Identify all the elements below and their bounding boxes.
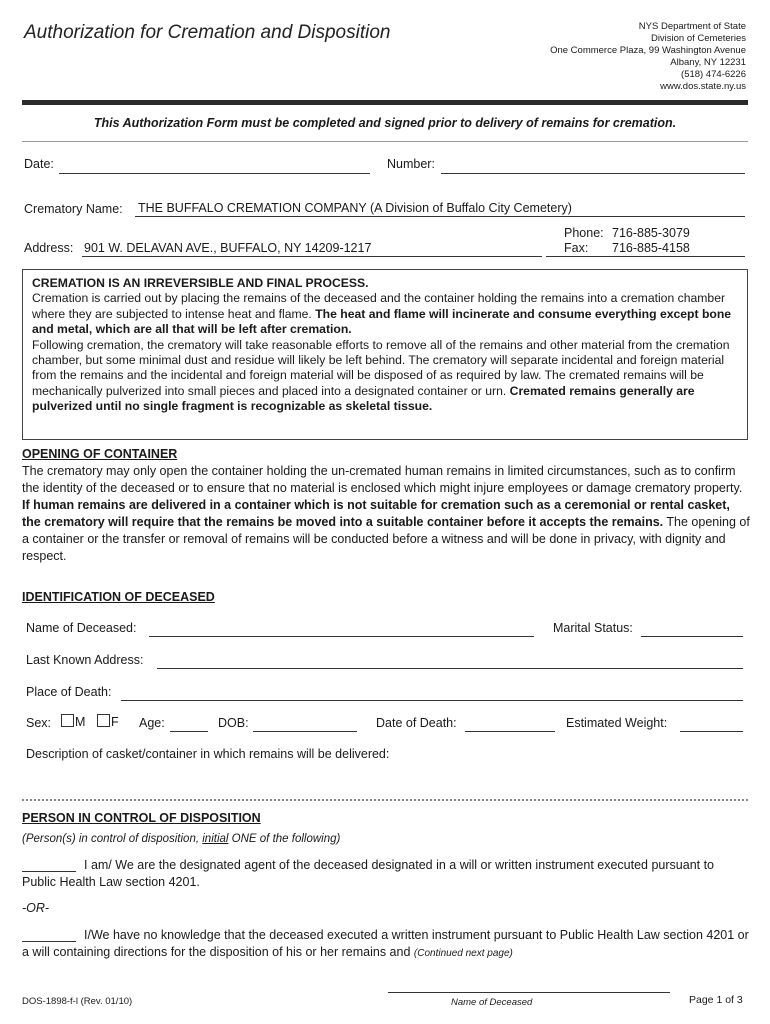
para-2-bold: Cremated remains generally are pulverized until no single fragment is recognizable as skeletal tissue. — [32, 383, 695, 414]
last-address-field[interactable] — [157, 668, 743, 669]
crematory-name-label: Crematory Name: — [24, 202, 123, 216]
agency-line: NYS Department of State — [638, 21, 746, 32]
sex-male-option[interactable] — [61, 714, 85, 729]
fax-label: Fax: — [564, 241, 589, 255]
place-of-death-field[interactable] — [121, 700, 743, 701]
estimated-weight-field[interactable] — [680, 731, 743, 732]
number-field[interactable] — [441, 173, 745, 174]
agency-line: Albany, NY 12231 — [670, 57, 746, 68]
date-field[interactable] — [59, 173, 370, 174]
crematory-name-value: THE BUFFALO CREMATION COMPANY (A Division of Buffalo City Cemetery) — [138, 201, 572, 215]
footer-name-caption: Name of Deceased — [451, 997, 533, 1008]
para-2-text: Following cremation, the crematory will take reasonable efforts to remove all of the remains and other material from the cremation chamber, but some minimal dust and residue will likely be left behind. The crematory will separate incidental and foreign material from the remains and the incidental and foreign material will be disposed of as required by law. The cremated remains will be mechanically pulverized into small pieces and placed into a designated container or urn. — [32, 337, 730, 398]
deceased-name-field[interactable] — [149, 636, 534, 637]
option-1-text: I am/ We are the designated agent of the deceased designated in a will or written instrument executed pursuant to Public Health Law section 4201. — [22, 858, 715, 889]
agency-line: Division of Cemeteries — [650, 33, 746, 44]
phone-fax-field — [546, 256, 745, 257]
section-divider — [22, 799, 748, 801]
address-field[interactable] — [82, 256, 542, 257]
sex-label: Sex: — [26, 716, 52, 730]
completion-notice: This Authorization Form must be completed and signed prior to delivery of remains for cremation. — [93, 116, 677, 130]
page-number: Page 1 of 3 — [689, 994, 743, 1006]
disposition-sub-pre: (Person(s) in control of disposition, — [22, 833, 203, 845]
opening-bold: If human remains are delivered in a container which is not suitable for cremation such as a ceremonial or rental casket, the crematory will require that the remains be moved into a suitable container before it accepts the remains. — [22, 498, 730, 529]
agency-line: www.dos.state.ny.us — [660, 81, 746, 92]
address-label: Address: — [24, 241, 74, 255]
male-label: M — [75, 715, 86, 729]
casket-description-label: Description of casket/container in which remains will be delivered: — [26, 747, 390, 761]
para-1-bold: The heat and flame will incinerate and consume everything except bone and metal, which are all that will be left after cremation. — [32, 306, 732, 337]
deceased-name-label: Name of Deceased: — [26, 621, 137, 635]
identification-heading: IDENTIFICATION OF DECEASED — [22, 590, 215, 604]
female-checkbox[interactable] — [97, 714, 110, 727]
date-of-death-field[interactable] — [465, 731, 555, 732]
opening-text-1: The crematory may only open the container holding the un-cremated human remains in limited circumstances, such as to confirm the identity of the deceased or to ensure that no material is enclosed which might injure employees or damage crematory property. — [22, 464, 743, 495]
cremation-warning-box — [22, 269, 748, 440]
male-checkbox[interactable] — [61, 714, 74, 727]
disposition-sub-initial: initial — [202, 833, 229, 845]
address-value: 901 W. DELAVAN AVE., BUFFALO, NY 14209-1217 — [84, 241, 372, 255]
disposition-heading: PERSON IN CONTROL OF DISPOSITION — [22, 811, 261, 825]
agency-line: One Commerce Plaza, 99 Washington Avenue — [550, 45, 746, 56]
opening-heading: OPENING OF CONTAINER — [22, 447, 178, 461]
option-2-text: I/We have no knowledge that the deceased executed a written instrument pursuant to Public Health Law section 4201 or a will containing directions for the disposition of his or her remains and — [22, 928, 749, 959]
date-of-death-label: Date of Death: — [376, 716, 457, 730]
disposition-instructions — [22, 833, 340, 845]
fax-value: 716-885-4158 — [612, 241, 690, 255]
marital-status-label: Marital Status: — [553, 621, 633, 635]
estimated-weight-label: Estimated Weight: — [566, 716, 668, 730]
cremation-warning-para-1 — [32, 291, 738, 337]
age-field[interactable] — [170, 731, 208, 732]
or-separator: -OR- — [22, 901, 50, 915]
dob-field[interactable] — [253, 731, 357, 732]
marital-status-field[interactable] — [641, 636, 743, 637]
form-title: Authorization for Cremation and Disposition — [24, 22, 391, 43]
last-address-label: Last Known Address: — [26, 653, 144, 667]
cremation-warning-heading: CREMATION IS AN IRREVERSIBLE AND FINAL PROCESS. — [32, 276, 369, 290]
date-label: Date: — [24, 157, 54, 171]
footer-name-field[interactable] — [388, 992, 670, 993]
notice-divider — [22, 141, 748, 142]
continued-note: (Continued next page) — [413, 948, 513, 959]
phone-label: Phone: — [564, 226, 604, 240]
number-label: Number: — [387, 157, 435, 171]
age-label: Age: — [139, 716, 165, 730]
sex-female-option[interactable] — [97, 714, 119, 729]
opening-paragraph — [22, 463, 750, 565]
place-of-death-label: Place of Death: — [26, 685, 112, 699]
para-1-text: Cremation is carried out by placing the remains of the deceased and the container holding the remains into a cremation chamber where they are subjected to intense heat and flame. — [32, 291, 726, 321]
disposition-sub-post: ONE of the following) — [228, 833, 341, 845]
option-2-paragraph — [22, 927, 750, 962]
agency-address-block — [446, 21, 746, 93]
header-divider — [22, 100, 748, 105]
opening-text-2: The opening of a container or the transfer or removal of remains will be conducted before a witness and will be done in privacy, with dignity and respect. — [22, 515, 750, 563]
cremation-warning-para-2 — [32, 338, 738, 415]
form-id: DOS-1898-f-l (Rev. 01/10) — [22, 996, 133, 1007]
crematory-name-field[interactable] — [135, 216, 745, 217]
dob-label: DOB: — [218, 716, 249, 730]
female-label: F — [111, 715, 119, 729]
agency-line: (518) 474-6226 — [681, 69, 746, 80]
phone-value: 716-885-3079 — [612, 226, 690, 240]
